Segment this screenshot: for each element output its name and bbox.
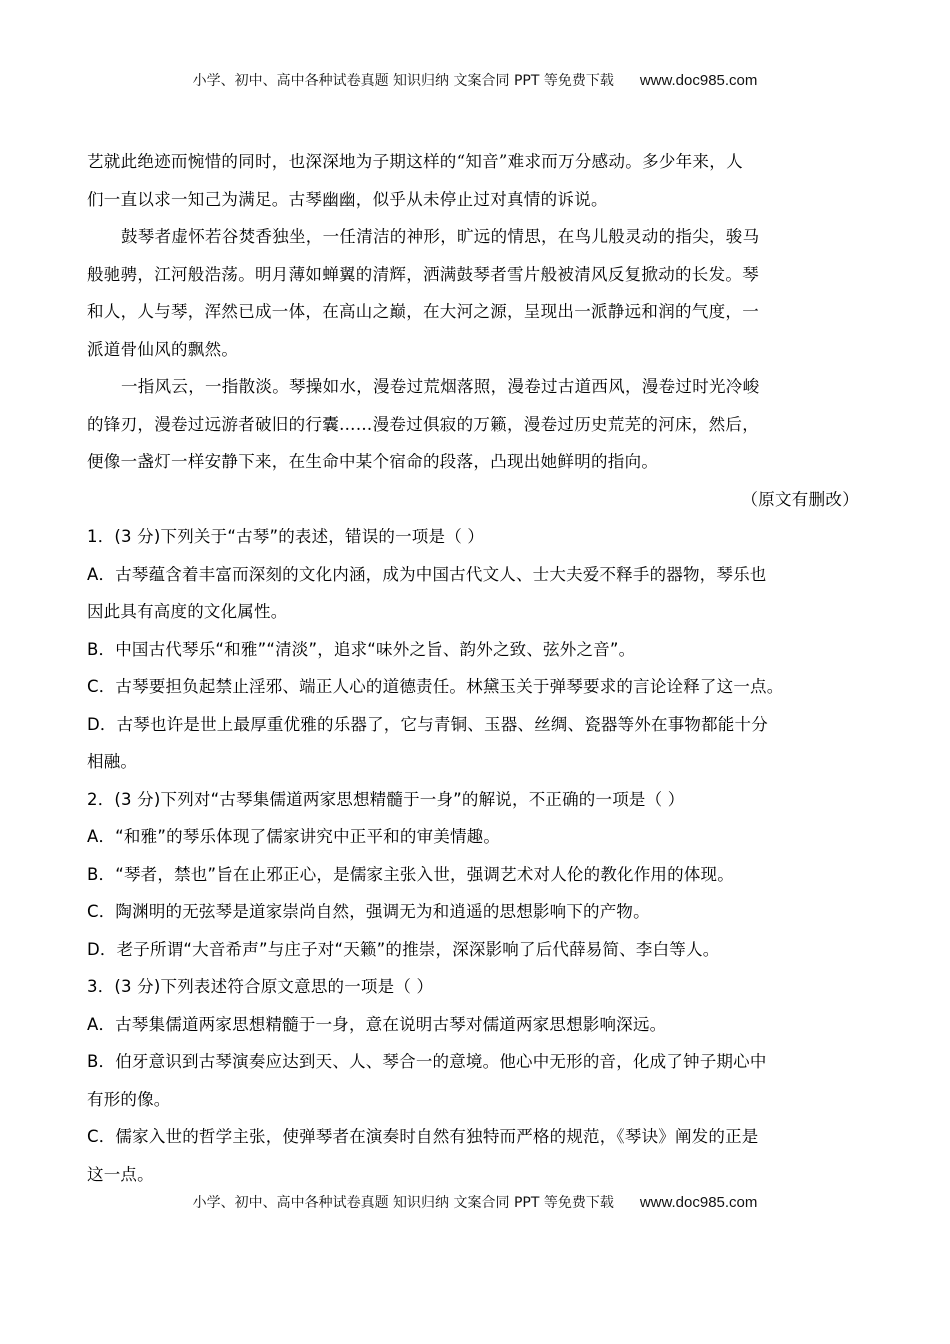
footer-url: www.doc985.com bbox=[639, 1194, 758, 1211]
passage-line: 的锋刃，漫卷过远游者破旧的行囊……漫卷过俱寂的万籁，漫卷过历史荒芜的河床，然后， bbox=[87, 414, 759, 434]
option-c: C．儒家入世的哲学主张，使弹琴者在演奏时自然有独特而严格的规范，《琴诀》阐发的正是 bbox=[87, 1127, 759, 1146]
option-b-cont: 有形的像。 bbox=[87, 1089, 171, 1109]
option-c-cont: 这一点。 bbox=[87, 1164, 154, 1184]
option-b: B．中国古代琴乐“和雅”“清淡”，追求“味外之旨、韵外之致、弦外之音”。 bbox=[87, 639, 636, 659]
question-3 bbox=[87, 968, 877, 1193]
option-a: A．古琴蕴含着丰富而深刻的文化内涵，成为中国古代文人、士大夫爱不释手的器物，琴乐也 bbox=[87, 564, 767, 584]
passage-line: 和人，人与琴，浑然已成一体，在高山之巅，在大河之源，呈现出一派静远和润的气度，一 bbox=[87, 302, 759, 321]
passage-line: 艺就此绝迹而惋惜的同时，也深深地为子期这样的“知音”难求而万分感动。多少年来，人 bbox=[87, 152, 743, 171]
page-header bbox=[0, 70, 950, 90]
passage-line: 般驰骋，江河般浩荡。明月薄如蝉翼的清辉，洒满鼓琴者雪片般被清风反复掀动的长发。琴 bbox=[87, 264, 759, 284]
option-b: B．“琴者，禁也”旨在止邪正心，是儒家主张入世，强调艺术对人伦的教化作用的体现。 bbox=[87, 864, 734, 884]
option-d-cont: 相融。 bbox=[87, 752, 138, 771]
passage-line: 一指风云，一指散淡。琴操如水，漫卷过荒烟落照，漫卷过古道西风，漫卷过时光冷峻 bbox=[121, 377, 760, 396]
page-footer bbox=[0, 1192, 950, 1212]
option-c: C．古琴要担负起禁止淫邪、端正人心的道德责任。林黛玉关于弹琴要求的言论诠释了这一点。 bbox=[87, 677, 784, 696]
option-a-cont: 因此具有高度的文化属性。 bbox=[87, 602, 288, 621]
option-a: A．古琴集儒道两家思想精髓于一身，意在说明古琴对儒道两家思想影响深远。 bbox=[87, 1014, 667, 1034]
option-d: D．老子所谓“大音希声”与庄子对“天籁”的推崇，深深影响了后代薛易简、李白等人。 bbox=[87, 939, 720, 959]
option-a: A．“和雅”的琴乐体现了儒家讲究中正平和的审美情趣。 bbox=[87, 827, 501, 846]
option-b: B．伯牙意识到古琴演奏应达到天、人、琴合一的意境。他心中无形的音，化成了钟子期心中 bbox=[87, 1052, 767, 1071]
passage-line: 派道骨仙风的飘然。 bbox=[87, 339, 239, 359]
passage-line: 鼓琴者虚怀若谷焚香独坐，一任清洁的神形，旷远的情思，在鸟儿般灵动的指尖，骏马 bbox=[121, 227, 760, 246]
footer-text: 小学、初中、高中各种试卷真题 知识归纳 文案合同 PPT 等免费下载 bbox=[192, 1195, 614, 1211]
option-c: C．陶渊明的无弦琴是道家崇尚自然，强调无为和逍遥的思想影响下的产物。 bbox=[87, 902, 650, 921]
document-body bbox=[87, 143, 877, 1193]
question-stem: 1．(3 分)下列关于“古琴”的表述，错误的一项是（ ） bbox=[87, 527, 485, 546]
source-note: （原文有删改） bbox=[741, 489, 859, 509]
passage-line: 们一直以求一知己为满足。古琴幽幽，似乎从未停止过对真情的诉说。 bbox=[87, 189, 608, 209]
passage-line: 便像一盏灯一样安静下来，在生命中某个宿命的段落，凸现出她鲜明的指向。 bbox=[87, 452, 659, 471]
question-1 bbox=[87, 518, 877, 781]
question-stem: 2．(3 分)下列对“古琴集儒道两家思想精髓于一身”的解说，不正确的一项是（ ） bbox=[87, 789, 685, 809]
header-text: 小学、初中、高中各种试卷真题 知识归纳 文案合同 PPT 等免费下载 bbox=[192, 73, 614, 89]
option-d: D．古琴也许是世上最厚重优雅的乐器了，它与青铜、玉器、丝绸、瓷器等外在事物都能十分 bbox=[87, 714, 768, 734]
question-stem: 3．(3 分)下列表述符合原文意思的一项是（ ） bbox=[87, 977, 434, 996]
question-2 bbox=[87, 781, 877, 969]
passage bbox=[87, 143, 877, 518]
header-url: www.doc985.com bbox=[639, 72, 758, 89]
